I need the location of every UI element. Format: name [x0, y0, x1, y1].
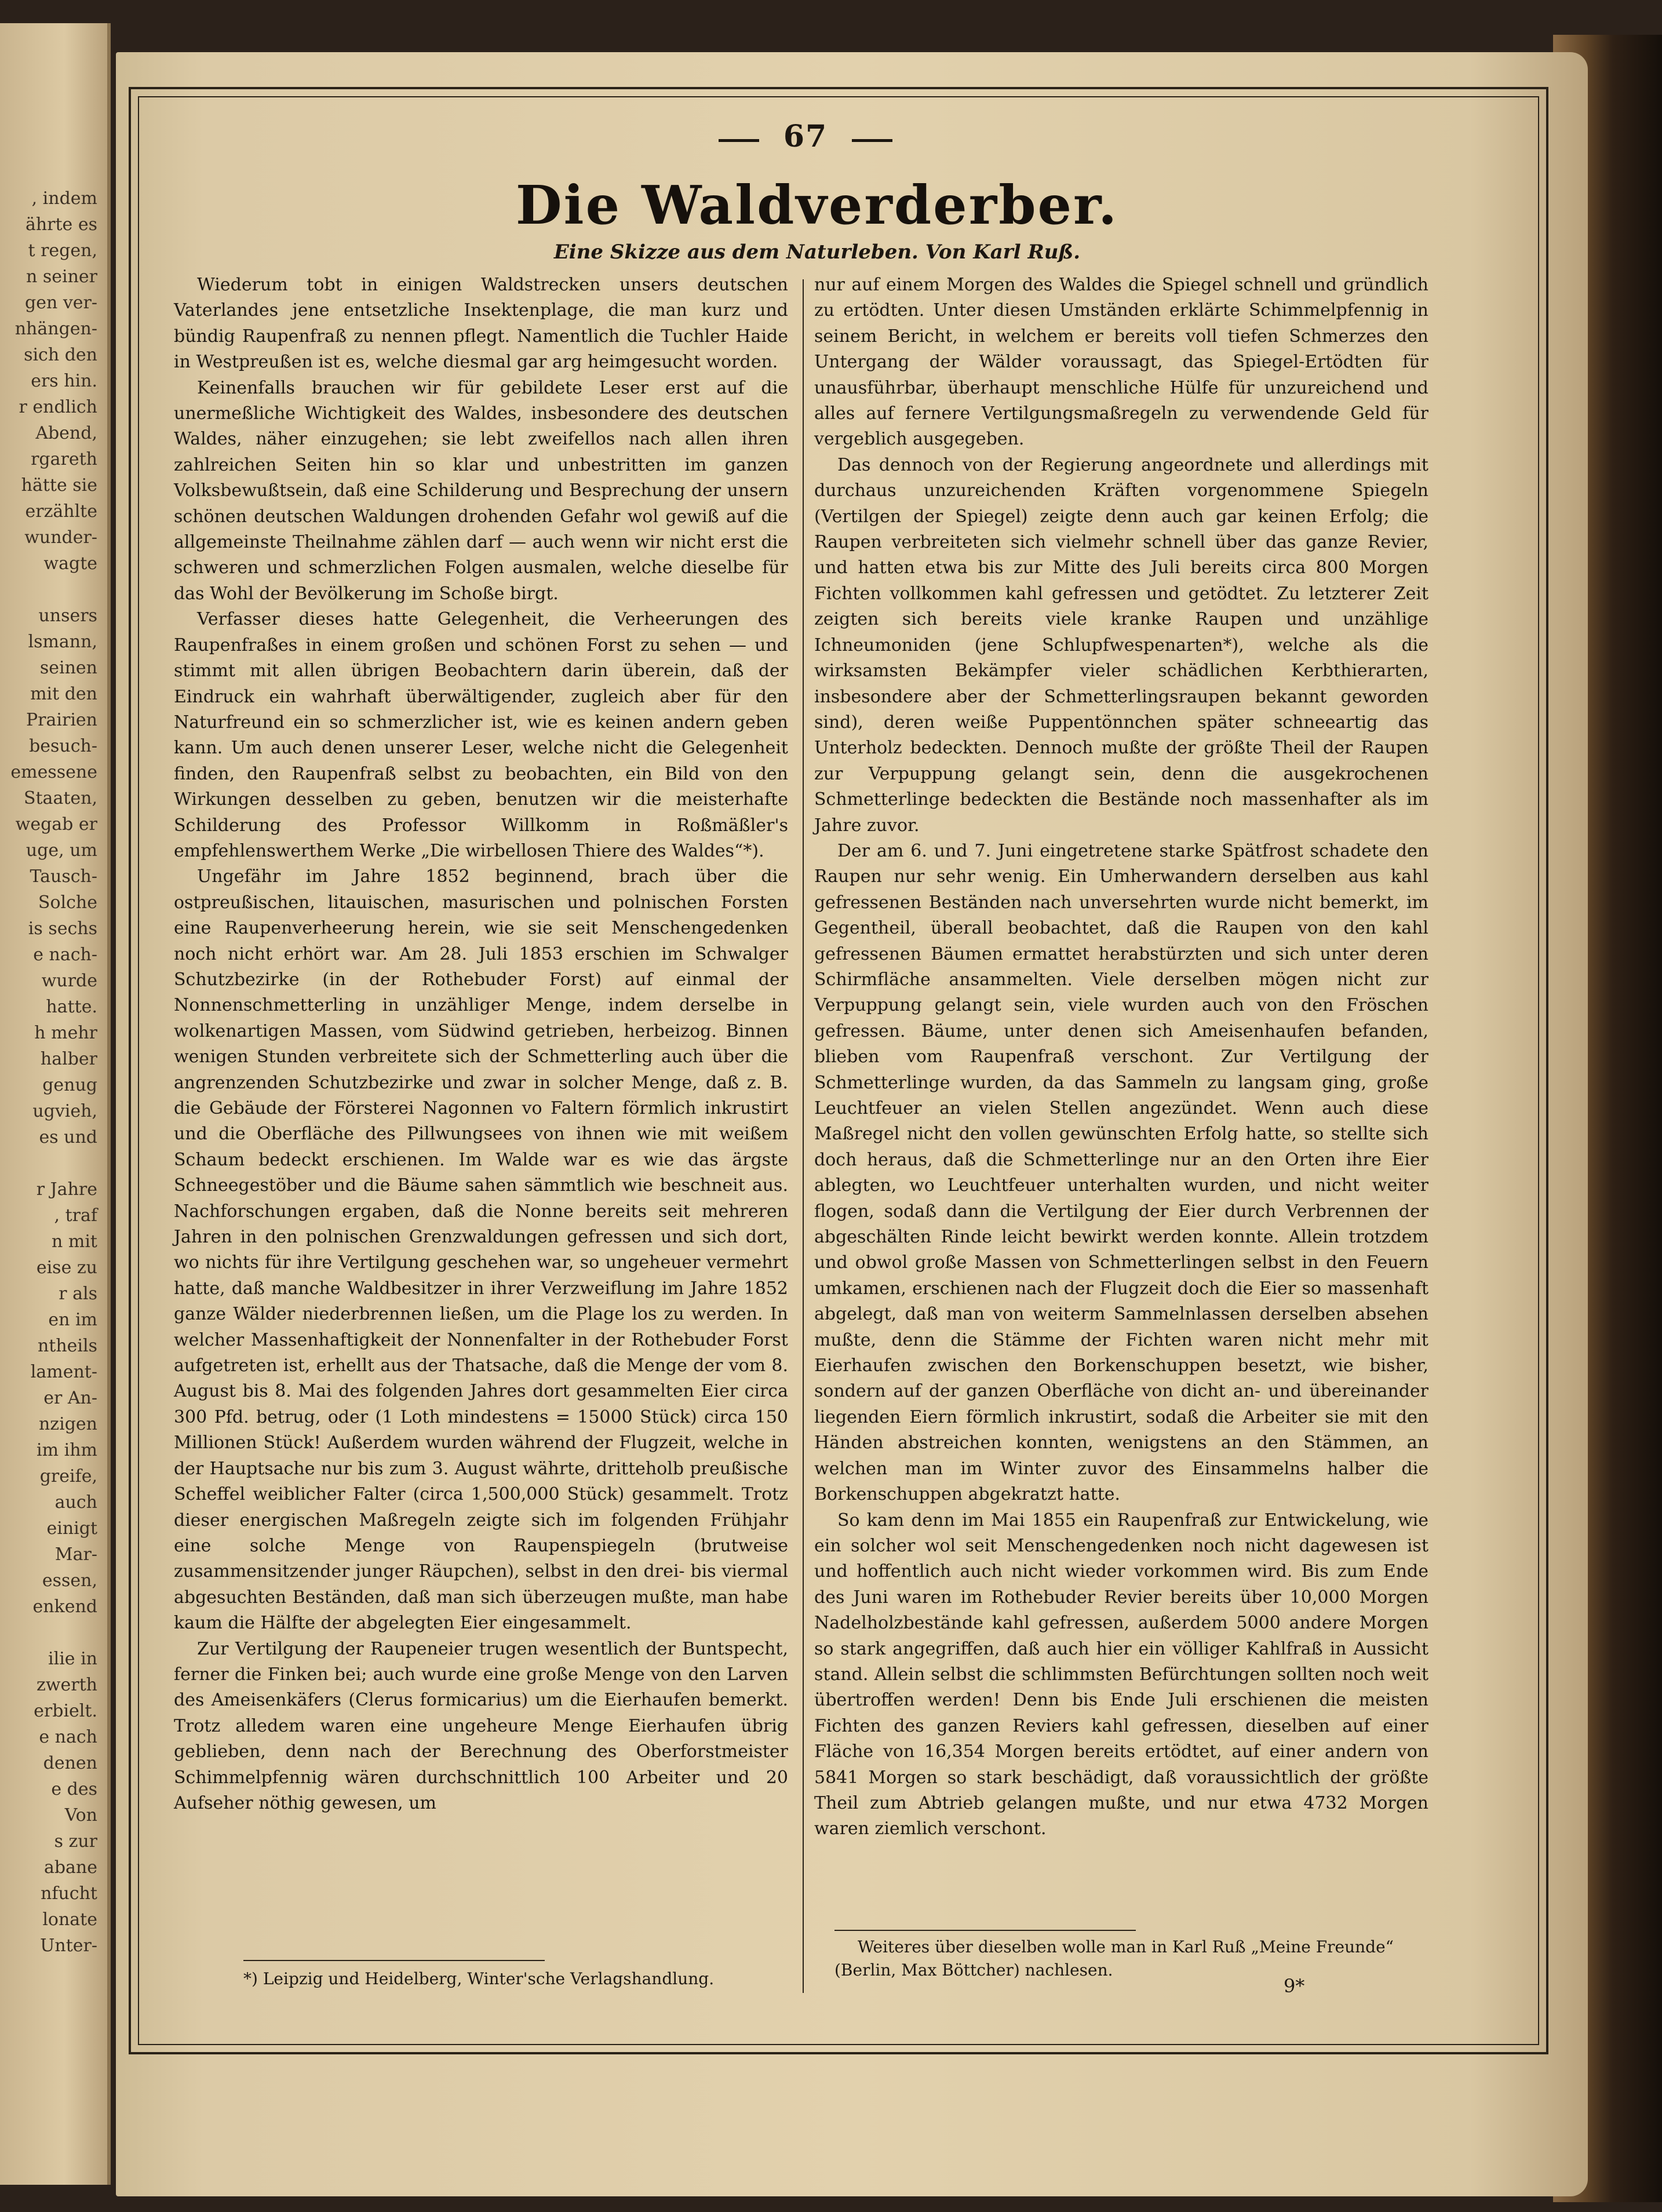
- left-page-fragment: is sechs: [28, 919, 97, 939]
- left-page-edge: [0, 23, 111, 2185]
- left-page-fragment: r endlich: [19, 397, 97, 417]
- column-divider: [803, 279, 804, 1993]
- left-page-fragment: [5, 1150, 97, 1176]
- footnote-right: Weiteres über dieselben wolle man in Karl Ruß „Meine Freunde“ (Berlin, Max Böttcher) nachlesen.: [834, 1937, 1394, 1980]
- left-page-fragment: unsers: [38, 606, 97, 626]
- article-title: Die Waldverderber.: [515, 174, 1119, 236]
- left-page-fragment: wurde: [41, 971, 97, 991]
- page-number: 67: [783, 119, 828, 154]
- left-page-fragment: Staaten,: [23, 788, 97, 808]
- left-page-fragment: genug: [42, 1075, 97, 1095]
- paragraph: Wiederum tobt in einigen Waldstrecken unsers deutschen Vaterlandes jene entsetzliche Insektenplage, die man kurz und bündig Raupenfraß zu nennen pflegt. Namentlich die Tuchler Haide in Westpreußen ist es, welche diesmal gar arg heimgesucht worden.: [174, 275, 788, 373]
- left-page-fragment: uge, um: [25, 840, 97, 861]
- left-page-fragment: lsmann,: [28, 632, 97, 652]
- left-page-fragment: emessene: [10, 762, 97, 782]
- left-page-fragment: t regen,: [28, 240, 97, 261]
- left-page-fragment: es und: [39, 1127, 97, 1147]
- left-page-text-fragments: [5, 185, 97, 1959]
- left-page-fragment: en im: [48, 1310, 97, 1330]
- left-page-fragment: h mehr: [34, 1023, 97, 1043]
- left-page-fragment: Solche: [38, 892, 97, 913]
- left-page-fragment: ilie in: [48, 1649, 97, 1669]
- left-page-fragment: einigt: [46, 1518, 97, 1539]
- paragraph: Zur Vertilgung der Raupeneier trugen wesentlich der Buntspecht, ferner die Finken bei; auch wurde eine große Menge von den Larven des Ameisenkäfers (Clerus formicarius) um die Eierhaufen bemerkt. Trotz alledem waren eine ungeheure Menge Eierhaufen übrig geblieben, denn nach der Berechnung des Oberforstmeister Schimmelpfennig wären durchschnittlich 100 Arbeiter und 20 Aufseher nöthig gewesen, um: [174, 1638, 788, 1813]
- text-column-left: [174, 272, 788, 1816]
- left-page-fragment: Unter-: [40, 1936, 97, 1956]
- left-page-fragment: ers hin.: [31, 371, 97, 391]
- left-page-fragment: besuch-: [29, 736, 97, 756]
- footnote-rule: [834, 1930, 1136, 1931]
- left-page-fragment: nzigen: [38, 1414, 97, 1434]
- text-column-right: [814, 272, 1428, 1842]
- left-page-fragment: seinen: [39, 658, 97, 678]
- left-page-fragment: nfucht: [41, 1883, 97, 1904]
- left-page-fragment: lament-: [30, 1362, 97, 1382]
- article-subtitle: Eine Skizze aus dem Naturleben. Von Karl Ruß.: [553, 240, 1081, 264]
- signature-mark: 9*: [1284, 1975, 1305, 1997]
- left-page-fragment: lonate: [42, 1909, 97, 1930]
- left-page-fragment: sich den: [24, 345, 97, 365]
- left-page-fragment: e nach-: [33, 945, 97, 965]
- left-page-fragment: eise zu: [36, 1258, 97, 1278]
- left-page-fragment: r Jahre: [36, 1179, 97, 1200]
- paragraph: So kam denn im Mai 1855 ein Raupenfraß zur Entwickelung, wie ein solcher wol seit Menschengedenken noch nicht dagewesen ist und hoffentlich auch nicht wieder vorkommen wird. Bis zum Ende des Juni waren im Rothebuder Revier bereits über 10,000 Morgen Nadelholzbestände kahl gefressen, außerdem 5000 andere Morgen so stark angegriffen, daß auch hier ein völliger Kahlfraß in Aussicht stand. Allein selbst die schlimmsten Befürchtungen sollten noch weit übertroffen werden! Denn bis Ende Juli erschienen die meisten Fichten des ganzen Reviers kahl gefressen, dieselben auf einer Fläche von 16,354 Morgen bereits ertödtet, auf einer andern von 5841 Morgen so stark beschädigt, daß voraussichtlich der größte Theil zum Abtrieb gelangen mußte, und nur etwa 4732 Morgen waren ziemlich verschont.: [814, 1510, 1428, 1839]
- left-page-fragment: abane: [43, 1857, 97, 1878]
- left-page-fragment: hatte.: [46, 997, 97, 1017]
- left-page-fragment: [5, 1620, 97, 1646]
- left-page-fragment: hätte sie: [21, 475, 97, 495]
- left-page-fragment: nhängen-: [14, 319, 97, 339]
- left-page-fragment: ntheils: [37, 1336, 97, 1356]
- left-page-fragment: erbielt.: [34, 1701, 97, 1721]
- paragraph: Das dennoch von der Regierung angeordnete und allerdings mit durchaus unzureichenden Kräften vorgenommene Spiegeln (Vertilgen der Spiegel) zeigte denn auch gar keinen Erfolg; die Raupen verbreiteten sich vielmehr schnell über das ganze Revier, und hatten etwa bis zur Mitte des Juli bereits circa 800 Morgen Fichten vollkommen kahl gefressen und getödtet. Zu letzterer Zeit zeigten sich bereits viele kranke Raupen und unzählige Ichneumoniden (jene Schlupfwespenarten*), welche als die wirksamsten Bekämpfer vieler schädlichen Kerbthierarten, insbesondere aber der Schmetterlingsraupen bekannt geworden sind), deren weiße Puppentönnchen später schneeartig das Unterholz bedeckten. Dennoch mußte der größte Theil der Raupen zur Verpuppung gelangt sein, denn die ausgekrochenen Schmetterlinge bedeckten die Bestände noch massenhafter als im Jahre zuvor.: [814, 454, 1428, 836]
- left-page-fragment: n mit: [52, 1231, 97, 1252]
- left-page-fragment: Von: [64, 1805, 97, 1825]
- left-page-fragment: e des: [51, 1779, 97, 1799]
- paragraph: nur auf einem Morgen des Waldes die Spiegel schnell und gründlich zu ertödten. Unter diesen Umständen erklärte Schimmelpfennig in seinem Bericht, in welchem er bereits voll tiefen Schmerzes den Untergang der Wälder voraussagt, das Spiegel-Ertödten für unausführbar, überhaupt menschliche Hülfe für unzureichend und alles auf fernere Vertilgungsmaßregeln zu verwendende Geld für vergeblich ausgegeben.: [814, 275, 1428, 450]
- left-page-fragment: erzählte: [25, 501, 97, 522]
- paragraph: Keinenfalls brauchen wir für gebildete Leser erst auf die unermeßliche Wichtigkeit des Waldes, insbesondere des deutschen Waldes, näher einzugehen; sie lebt zweifellos nach allen ihren zahlreichen Seiten hin so klar und unbestritten im ganzen Volksbewußtsein, daß eine Schilderung und Besprechung der unsern schönen deutschen Waldungen drohenden Gefahr wol gewiß auf die allgemeinste Theilnahme zählen darf — auch wenn wir nicht erst die schweren und schmerzlichen Folgen ausmalen, welche dieselbe für das Wohl der Bevölkerung im Schoße birgt.: [174, 377, 788, 604]
- left-page-fragment: Tausch-: [30, 866, 97, 887]
- left-page-fragment: rgareth: [31, 449, 97, 469]
- left-page-fragment: halber: [40, 1049, 97, 1069]
- left-page-fragment: wagte: [43, 553, 97, 574]
- footnote-rule: [243, 1960, 545, 1961]
- left-page-fragment: [5, 577, 97, 603]
- left-page-fragment: auch: [54, 1492, 97, 1513]
- left-page-fragment: Prairien: [25, 710, 97, 730]
- left-page-fragment: n seiner: [25, 267, 97, 287]
- paragraph: Verfasser dieses hatte Gelegenheit, die Verheerungen des Raupenfraßes in einem großen und schönen Forst zu sehen — und stimmt mit allen übrigen Beobachtern darin überein, daß der Eindruck ein wahrhaft überwältigender, zugleich aber für den Naturfreund ein so schmerzlicher ist, wie es keinen andern geben kann. Um auch denen unserer Leser, welche nicht die Gelegenheit finden, den Raupenfraß selbst zu beobachten, ein Bild von den Wirkungen desselben zu geben, benutzen wir die meisterhafte Schilderung des Professor Willkomm in Roßmäßler's empfehlenswerthem Werke „Die wirbellosen Thiere des Waldes“*).: [174, 609, 788, 861]
- left-page-fragment: Mar-: [54, 1544, 97, 1565]
- left-page-fragment: ugvieh,: [32, 1101, 97, 1121]
- left-page-fragment: Abend,: [35, 423, 97, 443]
- paragraph: Ungefähr im Jahre 1852 beginnend, brach über die ostpreußischen, litauischen, masurischen und polnischen Forsten eine Raupenverheerung herein, wie sie seit Menschengedenken noch nicht erhört war. Am 28. Juli 1853 erschien im Schwalger Schutzbezirke (in der Rothebuder Forst) auf einmal der Nonnenschmetterling in unzähliger Menge, indem derselbe in wolkenartigen Massen, vom Südwind getrieben, herbeizog. Binnen wenigen Stunden verbreitete sich der Schmetterling auch über die angrenzenden Schutzbezirke und zwar in solcher Menge, daß z. B. die Gebäude der Försterei Nagonnen vo Faltern förmlich inkrustirt und die Oberfläche des Pillwungsees von ihnen wie mit weißem Schaum bedeckt erschienen. Im Walde war es wie das ärgste Schneegestöber und die Bäume sahen sämmtlich wie beschneit aus. Nachforschungen ergaben, daß die Nonne bereits seit mehreren Jahren in den polnischen Grenzwaldungen gefressen und sich dort, wo nichts für ihre Vertilgung geschehen war, so ungeheuer vermehrt hatte, daß manche Waldbesitzer in ihrer Verzweiflung im Jahre 1852 ganze Wälder niederbrennen ließen, um die Plage los zu werden. In welcher Massenhaftigkeit der Nonnenfalter in der Rothebuder Forst aufgetreten ist, erhellt aus der Thatsache, daß die Menge der vom 8. August bis 8. Mai des folgenden Jahres dort gesammelten Eier circa 300 Pfd. betrug, oder (1 Loth mindestens = 15000 Stück) circa 150 Millionen Stück! Außerdem wurden während der Flugzeit, welche in der Hauptsache nur bis zum 3. August währte, dritteholb preußische Scheffel weiblicher Falter (circa 1,500,000 Stück) gesammelt. Trotz dieser energischen Maßregeln zeigte sich im folgenden Frühjahr eine solche Menge von Raupenspiegeln (brutweise zusammensitzender junger Räupchen), selbst in den drei- bis viermal abgesuchten Beständen, daß man sich überzeugen mußte, man habe kaum die Hälfte der abgelegten Eier eingesammelt.: [174, 866, 788, 1634]
- left-page-fragment: gen ver-: [25, 293, 97, 313]
- left-page-fragment: , indem: [31, 188, 97, 209]
- page-number-ornament-right: [852, 139, 892, 142]
- left-page-fragment: , traf: [54, 1205, 97, 1226]
- left-page-fragment: zwerth: [37, 1675, 97, 1695]
- left-page-fragment: essen,: [42, 1570, 97, 1591]
- left-page-fragment: mit den: [30, 684, 97, 704]
- left-page-fragment: greife,: [39, 1466, 97, 1486]
- left-page-fragment: im ihm: [37, 1440, 97, 1460]
- left-page-fragment: enkend: [32, 1597, 97, 1617]
- left-page-fragment: s zur: [54, 1831, 97, 1852]
- paragraph: Der am 6. und 7. Juni eingetretene starke Spätfrost schadete den Raupen nur sehr wenig. Ein Umherwandern derselben aus kahl gefressenen Beständen nach unversehrten wurde nicht bemerkt, im Gegentheil, überall beobachtet, daß die Raupen von den kahl gefressenen Bäumen ermattet herabstürzten und sich unter deren Schirmfläche ansammelten. Viele derselben mögen nicht zur Verpuppung gelangt sein, viele wurden auch von den Fröschen gefressen. Bäume, unter denen sich Ameisenhaufen befanden, blieben vom Raupenfraß verschont. Zur Vertilgung der Schmetterlinge wurden, da das Sammeln zu langsam ging, große Leuchtfeuer an vielen Stellen angezündet. Wenn auch diese Maßregel nicht den vollen gewünschten Erfolg hatte, so stellte sich doch heraus, daß die Schmetterlinge nur an den Orten ihre Eier ablegten, wo Leuchtfeuer unterhalten wurden, und nicht weiter flogen, sodaß dann die Vertilgung der Eier durch Verbrennen der abgeschälten Rinde leicht bewirkt werden konnte. Allein trotzdem und obwol große Massen von Schmetterlingen selbst in den Feuern umkamen, erschienen nach der Flugzeit doch die Eier so massenhaft abgelegt, daß man von weiterm Sammelnlassen derselben absehen mußte, denn die Stämme der Fichten waren nicht mehr mit Eierhaufen zwischen den Borkenschuppen besetzt, wie bisher, sondern auf der ganzen Oberfläche von dicht an- und übereinander liegenden Eiern förmlich inkrustirt, sodaß die Arbeiter sie mit den Händen abstreichen konnten, wenigstens an den Stämmen, an welchen man im Winter zuvor des Einsammelns halber die Borkenschuppen abgekratzt hatte.: [814, 840, 1428, 1505]
- left-page-fragment: e nach: [39, 1727, 97, 1747]
- left-page-fragment: wunder-: [24, 527, 97, 548]
- left-page-fragment: wegab er: [15, 814, 97, 834]
- footnote-left: *) Leipzig und Heidelberg, Winter'sche Verlagshandlung.: [243, 1969, 715, 1988]
- left-page-fragment: ährte es: [25, 214, 97, 235]
- left-page-fragment: er An-: [43, 1388, 97, 1408]
- left-page-fragment: r als: [59, 1284, 97, 1304]
- left-page-fragment: denen: [43, 1753, 97, 1773]
